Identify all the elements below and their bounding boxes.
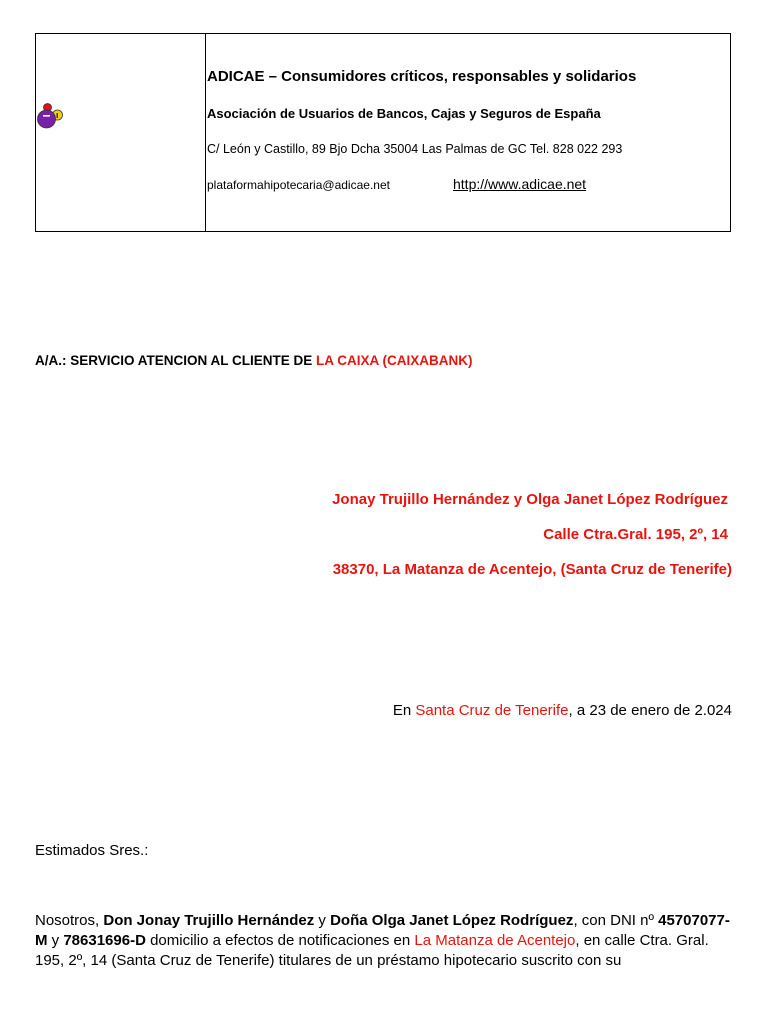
adicae-logo-icon	[36, 102, 68, 134]
letter-date	[393, 702, 732, 719]
date-prefix: En	[392, 702, 416, 719]
letterhead-box	[35, 33, 731, 232]
body-text: y	[314, 912, 331, 929]
attention-prefix: A/A.: SERVICIO ATENCION AL CLIENTE DE	[35, 353, 317, 368]
recipient-street: Calle Ctra.Gral. 195, 2º, 14	[543, 526, 728, 543]
org-title: ADICAE – Consumidores críticos, responsables y solidarios	[207, 68, 637, 85]
org-subtitle: Asociación de Usuarios de Bancos, Cajas y Seguros de España	[207, 106, 601, 121]
greeting: Estimados Sres.:	[35, 842, 149, 859]
body-paragraph	[35, 911, 735, 971]
org-address: C/ León y Castillo, 89 Bjo Dcha 35004 Las Palmas de GC Tel. 828 022 293	[207, 142, 623, 156]
body-name-1: Don Jonay Trujillo Hernández	[103, 912, 315, 929]
body-dni-2: 78631696-D	[63, 932, 146, 949]
body-name-2: Doña Olga Janet López Rodríguez	[330, 912, 574, 929]
body-text: y	[47, 932, 64, 949]
recipient-names: Jonay Trujillo Hernández y Olga Janet López Rodríguez	[332, 491, 728, 508]
body-text: Nosotros,	[35, 912, 104, 929]
body-text: domicilio a efectos de notificaciones en	[145, 932, 415, 949]
date-rest: , a 23 de enero de 2.024	[568, 702, 732, 719]
letterhead-divider	[205, 34, 206, 231]
attention-bank: LA CAIXA (CAIXABANK)	[316, 353, 473, 368]
org-email[interactable]: plataformahipotecaria@adicae.net	[207, 178, 390, 192]
body-text: , con DNI nº	[573, 912, 659, 929]
body-town: La Matanza de Acentejo	[414, 932, 576, 949]
attention-line	[35, 353, 473, 368]
recipient-city: 38370, La Matanza de Acentejo, (Santa Cruz de Tenerife)	[332, 561, 732, 578]
org-website-link[interactable]: http://www.adicae.net	[453, 176, 587, 192]
date-place: Santa Cruz de Tenerife	[415, 702, 569, 719]
body-dni-1: 45707077-M	[35, 912, 730, 949]
body-text: , en calle Ctra. Gral. 195, 2º, 14 (Santa Cruz de Tenerife) titulares de un préstamo hipotecario suscrito con su	[35, 932, 709, 969]
